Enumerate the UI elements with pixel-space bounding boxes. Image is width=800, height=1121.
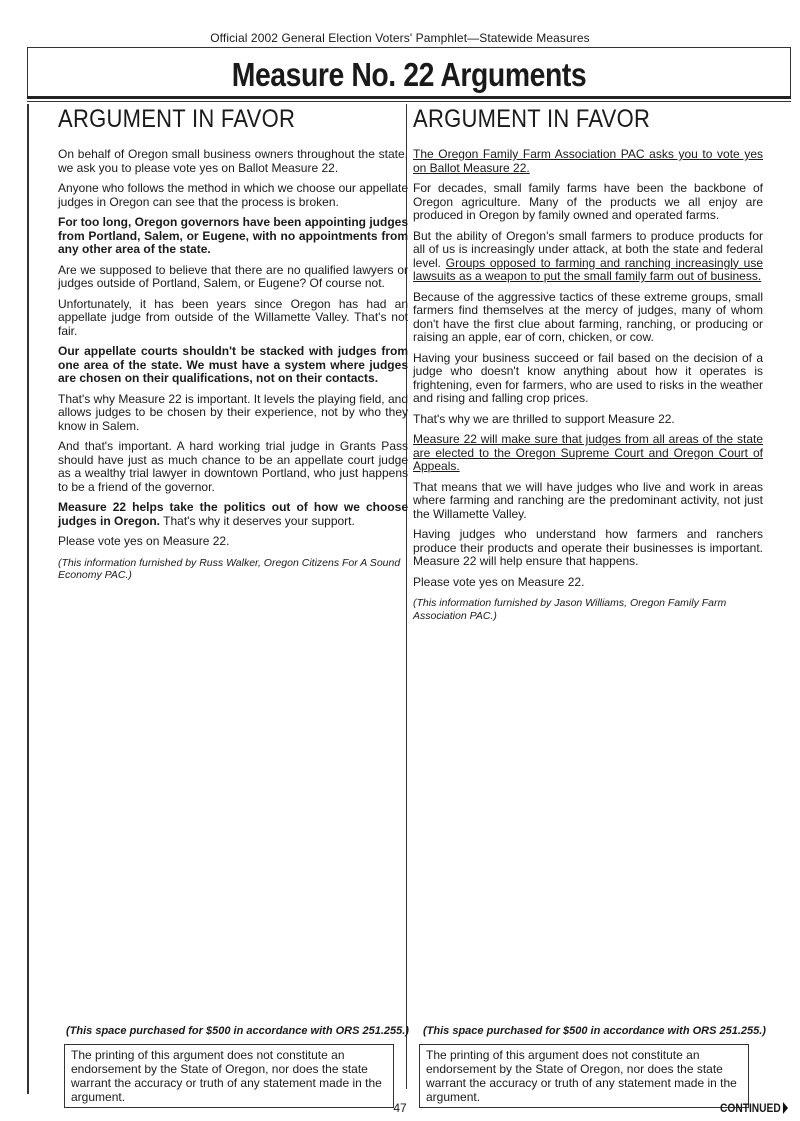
page-number: 47: [393, 1101, 407, 1115]
left-paragraph: That's why Measure 22 is important. It levels the playing field, and allows judges to be chosen by their experience, not by who they know in Salem.: [58, 391, 408, 433]
right-paragraph: That's why we are thrilled to support Measure 22.: [413, 411, 675, 426]
continued-indicator: [720, 1101, 788, 1115]
right-credit: (This information furnished by Jason Williams, Oregon Family Farm Association PAC.): [413, 597, 727, 622]
left-paragraph: [58, 501, 408, 528]
right-paragraph: Measure 22 will make sure that judges from all areas of the state are elected to the Oregon Supreme Court and Oregon Court of Appeals.: [413, 432, 763, 473]
left-paragraph: Unfortunately, it has been years since Oregon has had an appellate judge from outside of the Willamette Valley. That's not fair.: [58, 296, 408, 338]
continued-label: CONTINUED: [719, 1101, 781, 1115]
title-box: [27, 47, 791, 97]
right-paragraph: Having your business succeed or fail based on the decision of a judge who doesn't know anything about how it operates is frightening, even for farmers, who are used to risks in the weather and rising and falling crop prices.: [413, 350, 763, 405]
right-purchased-note: (This space purchased for $500 in accordance with ORS 251.255.): [423, 1025, 766, 1037]
right-paragraph: The Oregon Family Farm Association PAC asks you to vote yes on Ballot Measure 22.: [413, 147, 763, 175]
continued-arrow-icon: [783, 1102, 788, 1114]
left-sentence: That's why it deserves your support.: [163, 513, 355, 528]
left-credit: (This information furnished by Russ Walker, Oregon Citizens For A Sound Economy PAC.): [58, 556, 401, 581]
left-disclaimer-box: The printing of this argument does not constitute an endorsement by the State of Oregon, nor does the state warrant the accuracy or truth of any statement made in the argument.: [64, 1044, 394, 1108]
left-paragraph: And that's important. A hard working trial judge in Grants Pass should have just as much chance to be an appellate court judge as a wealthy trial lawyer in downtown Portland, who just happens to be a friend of the governor.: [58, 439, 408, 494]
right-paragraph: That means that we will have judges who live and work in areas where farming and ranching are the predominant activity, not just the Willamette Valley.: [413, 479, 763, 521]
right-paragraph: [413, 230, 763, 284]
left-purchased-note: (This space purchased for $500 in accordance with ORS 251.255.): [66, 1025, 409, 1037]
left-paragraph: Our appellate courts shouldn't be stacked with judges from one area of the state. We must have a system where judges are chosen on their qualifications, not on their contacts.: [58, 344, 408, 385]
right-argument-heading: ARGUMENT IN FAVOR: [413, 105, 651, 133]
right-paragraph: Because of the aggressive tactics of these extreme groups, small farmers find themselves at the mercy of judges, many of whom don't have the first clue about farming, ranching, or producing or raising an apple, ear of corn, chicken, or cow.: [413, 289, 763, 344]
running-head: Official 2002 General Election Voters' Pamphlet—Statewide Measures: [210, 31, 590, 45]
left-paragraph: On behalf of Oregon small business owners throughout the state, we ask you to please vote yes on Ballot Measure 22.: [58, 147, 408, 175]
title-rule-thick: [27, 96, 791, 99]
left-page-border: [27, 104, 29, 1094]
right-paragraph: Having judges who understand how farmers and ranchers produce their products and operate their businesses is important. Measure 22 will help ensure that happens.: [413, 527, 763, 568]
left-paragraph: Anyone who follows the method in which we choose our appellate judges in Oregon can see that the process is broken.: [58, 181, 408, 209]
page-title: Measure No. 22 Arguments: [231, 56, 587, 93]
right-paragraph: For decades, small family farms have been the backbone of Oregon agriculture. Many of the products we all enjoy are produced in Oregon by family owned and operated farms.: [413, 181, 763, 222]
left-argument-column: [58, 104, 408, 582]
left-paragraph: Please vote yes on Measure 22.: [58, 534, 230, 548]
left-argument-heading: ARGUMENT IN FAVOR: [58, 105, 296, 133]
right-sentence: But the ability of Oregon's small farmers to produce products for all of us is increasingly under attack, at both the state and federal level.: [413, 228, 763, 270]
right-disclaimer-box: The printing of this argument does not constitute an endorsement by the State of Oregon, nor does the state warrant the accuracy or truth of any statement made in the argument.: [419, 1044, 749, 1108]
right-argument-column: [413, 104, 763, 622]
right-underlined-sentence: Groups opposed to farming and ranching increasingly use lawsuits as a weapon to put the small family farm out of business.: [413, 255, 763, 283]
left-paragraph: Are we supposed to believe that there are no qualified lawyers or judges outside of Portland, Salem, or Eugene? Of course not.: [58, 262, 408, 290]
left-paragraph: For too long, Oregon governors have been appointing judges from Portland, Salem, or Eugene, with no appointments from any other area of the state.: [58, 215, 409, 256]
left-bold-sentence: Measure 22 helps take the politics out of how we choose judges in Oregon.: [58, 500, 408, 528]
title-rule-thin: [27, 101, 791, 102]
right-paragraph: Please vote yes on Measure 22.: [413, 574, 585, 589]
